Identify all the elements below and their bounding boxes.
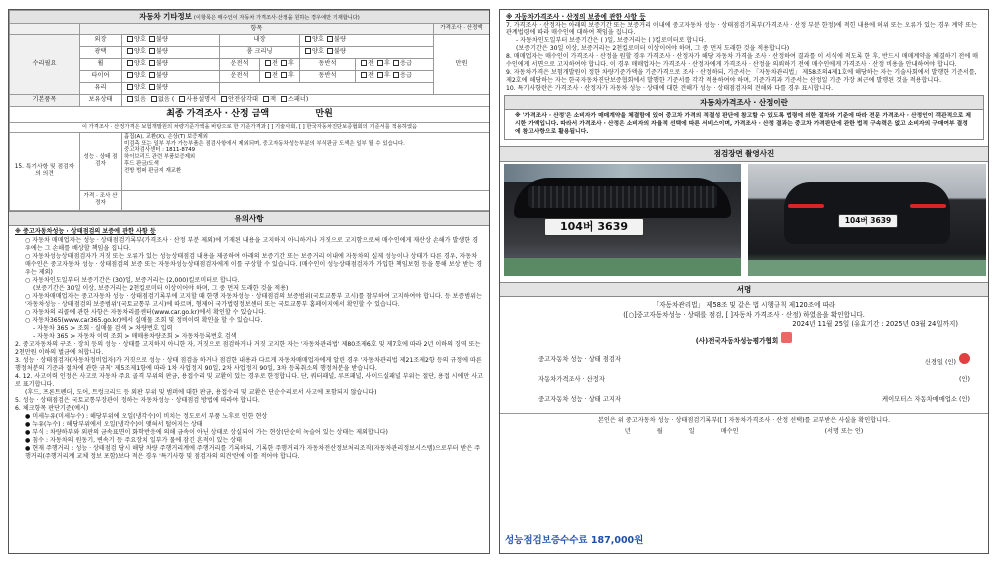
- receipt-line2: 년 월 일 매수인 (서명 또는 인): [624, 428, 864, 436]
- sign-line: 「자동차관리법」 제58조 및 같은 법 시행규칙 제120조에 따라: [652, 301, 836, 310]
- row-label: 내장: [220, 34, 300, 46]
- row-label: 타이어: [80, 70, 122, 82]
- signature-rows: [500, 350, 988, 410]
- guarantee-item: (보증기간은 30일 이상, 보증거리는 2천킬로미터 이상이어야 하며, 그 중 먼저 도래한 것을 적용합니다): [516, 45, 790, 53]
- checkbox[interactable]: [393, 72, 399, 78]
- notice-list: [9, 226, 489, 463]
- checkbox[interactable]: [221, 96, 227, 102]
- notice-item: ● 누유(누수) : 해당부위에서 오일(냉각수)이 맺혀서 떨어지는 상태: [25, 421, 203, 429]
- tire-passenger-options: 전 후 응급: [356, 70, 434, 82]
- row-label: 운전석: [220, 70, 260, 82]
- notice-item: 2. 중고자동차의 구조 · 장치 등의 성능 · 상태를 고지하지 아니한 자, 거짓으로 점검하거나 거짓 고지한 자는 '자동차관리법' 제80조제6호 및 제7호에 따라 2년 이하의 징역 또는 2천만원 이하의 벌금에 처합니다.: [15, 340, 481, 356]
- checkbox[interactable]: [179, 96, 185, 102]
- other-info-table: [9, 10, 490, 211]
- special-line: 중고차검사센터 : 1811-8749: [124, 147, 196, 154]
- row-label: 광택: [80, 46, 122, 58]
- checkbox[interactable]: [305, 36, 311, 42]
- row-label: 휠: [80, 58, 122, 70]
- wheel-passenger-options: 전 후 응급: [356, 58, 434, 70]
- notice-item: 3. 성능 · 상태점검자(자동차정비업자)가 거짓으로 성능 · 상태 점검을 하거나 점검한 내용과 다르게 자동차매매업자에게 알린 경우 '자동차관리법 제21조제2항 등의 규정에 따른 행정처분의 기준과 절차에 관한 규칙' 제5조제1항에 따라 1차 사업정지 90일, 2차 사업정지 90일, 3차 등록취소의 행정처분을 받습니다.: [15, 356, 482, 372]
- glass-options: 양호 불량: [122, 82, 220, 94]
- final-price-note: 이 가격조사 · 산정가격은 보험개발원의 차량기준가액을 바탕으로 한 기준가격과 [ ] 기술사회, [ ] 한국자동차진단보증협회의 기준서를 적용하였음: [10, 122, 490, 132]
- price-info-text: ※ '가격조사 · 산정'은 소비자가 매매계약을 체결함에 있어 중고차 가격의 적절성 판단에 참고할 수 있도록 법령에 의한 절차와 기준에 따라 전문 가격조사 · 산정인이 객관적으로 제시한 가액입니다. 따라서 가격조사 · 산정은 소비자의 자율적 선택에 따른 서비스이며, 가격조사 · 산정 결과는 중고차 가격판단에 관한 법적 구속력은 없고 소비자의 구매여부 결정에 참고사항으로 활용됩니다.: [515, 113, 972, 135]
- checkbox[interactable]: [393, 60, 399, 66]
- notice-title: 유의사항: [9, 211, 489, 227]
- checkbox[interactable]: [127, 96, 133, 102]
- notice-item: ○ 자동차365(www.car365.go.kr)에서 실매물 조회 및 정비이력 확인을 할 수 있습니다.: [25, 316, 263, 324]
- notice-item: 4. 12. 사고이력 인정은 사고로 자동차 주요 골격 부위의 판금, 용접수리 및 교환이 있는 경우로 한정합니다. 단, 쿼터패널, 루프패널, 사이드실패널 부위는 절단, 용접 시에만 사고로 표기합니다.: [15, 373, 484, 389]
- notice-item: ○ 자동차인도일부터 보증기간은 (30)일, 보증거리는 (2,000)킬로미터로 합니다.: [25, 276, 240, 284]
- notice-item: - 자동차 365 > 자동차 이력 조회 > 매매용차량조회 > 자동차등록번호 검색: [33, 332, 237, 340]
- notice-item: ● 미세누유(미세누수) : 해당부위에 오일(냉각수)이 비치는 정도로서 부품 노후로 인한 현상: [25, 413, 268, 421]
- row-label: 룸 크리닝: [220, 46, 300, 58]
- rear-photo: [748, 164, 986, 276]
- checkbox[interactable]: [127, 84, 133, 90]
- sign-section: [500, 297, 988, 346]
- wheel-driver-options: 전 후: [260, 58, 300, 70]
- special-line: 흡집(A), 교환(X), 손상(T) 보증제외: [124, 133, 208, 140]
- notice-item: ● 현재 주행거리 : 성능 · 상태점검 당시 해당 차량 주행거리계에 주행거리를 기록하되, 기록한 주행거리가 자동차전산정보처리조직(자동차관리정보시스템)으로부터 받은 주행거리(주행거리계 교체 정보 포함)보다 적은 경우 '특기사항 및 점검자의 의견'란에 이를 적어야 합니다.: [25, 445, 481, 461]
- repair-price: 만원: [434, 34, 490, 94]
- basic-options: 있음 없음 ( 사용설명서 안전삼각대 잭 스패너): [122, 94, 490, 106]
- basic-item: 보유상태: [80, 94, 122, 106]
- final-price-title: 최종 가격조사 · 산정 금액: [166, 108, 270, 119]
- other-info-title: 자동차 기타정보: [139, 12, 192, 21]
- notice-item: - 자동차 365 > 조회 · 실매물 검색 > 차량번호 입력: [33, 324, 173, 332]
- basic-label: 기본품목: [10, 94, 80, 106]
- checkbox[interactable]: [265, 60, 271, 66]
- checkbox[interactable]: [281, 60, 287, 66]
- right-panel: [499, 9, 989, 554]
- price-guarantee-section: [500, 10, 988, 95]
- checkbox[interactable]: [263, 96, 269, 102]
- receipt-section: [500, 413, 988, 439]
- notice-item: ○ 자동차성능상태점검자가 거짓 또는 오류가 있는 성능상태점검 내용을 제공하여 아래의 보증기간 또는 보증거리 이내에 자동차의 실제 성능이나 상태가 다른 경우, 자동차 매수인은 중고자동차 성능 · 상태점검의 보증 또는 자동차성능상태점검자에게 이를 구상할 수 있습니다. (매수인이 성능상태점검자가 가입한 책임보험 등을 통해 보상 받는 경우는 제외): [25, 252, 483, 276]
- checkbox[interactable]: [127, 72, 133, 78]
- checkbox[interactable]: [327, 48, 333, 54]
- checkbox[interactable]: [149, 84, 155, 90]
- notice-item: (보증기간은 30일 이상, 보증거리는 2천킬로미터 이상이어야 하며, 그 중 먼저 도래한 것을 적용): [33, 284, 289, 292]
- row-label: 유리: [80, 82, 122, 94]
- signature-row: 중고자동차 성능 · 상태 고지자 케이모터스 자동차매매업소 (인): [538, 396, 970, 404]
- price-guarantee-head: ※ 자동차가격조사 · 산정의 보증에 관한 사항 등: [506, 13, 646, 21]
- left-panel: [8, 9, 490, 554]
- fee-text: 성능점검보증수수료 187,000원: [505, 534, 644, 546]
- checkbox[interactable]: [327, 36, 333, 42]
- checkbox[interactable]: [361, 72, 367, 78]
- notice-item: ○ 자동차매매업자는 중고자동차 성능 · 상태점검기록부에 고지할 때 한행 자동차성능 · 상태점검의 보증범위(국토교통부 고시)를 참부하여 고지하여야 합니다. 등 보증범위는 '자동차성능 · 상태점검의 보증범위'(국토교통부 고시)에 따르며, 형제어 국가법령정보센터 또는 국토교통부 홈페이지에서 확인할 수 있습니다.: [25, 292, 482, 308]
- other-info-header: [10, 11, 490, 24]
- receipt-line: 본인은 위 중고자동차 성능 · 상태점검기록부([ ] 자동차가격조사 · 산정 선택)를 교부받은 사실을 확인합니다.: [597, 417, 891, 425]
- checkbox[interactable]: [305, 48, 311, 54]
- guarantee-item: 9. 자동차가격은 보험개발원이 정한 차량기준가액을 기준가격으로 조사 · 산정하되, 기준서는 「자동차관리법」 제58조의4제1호에 해당하는 자는 기술사회에서 발행한 기준서를, 제2호에 해당하는 자는 한국자동차진단보증협회에서 발행한 기준서를 각각 적용하여야 하며, 기준가격과 기준서는 산정일 기준 가장 최근에 발행된 것을 적용합니다.: [506, 69, 977, 85]
- exterior-options: 양호 불량: [122, 34, 220, 46]
- price-info-title: 자동차가격조사 · 산정이란: [505, 96, 983, 111]
- special-sub2: 가격 · 조사 산정자: [80, 190, 122, 210]
- row-label: 동반석: [300, 58, 356, 70]
- guarantee-item: 7. 가격조사 · 산정자는 아래의 보증기간 또는 보증거리 이내에 중고자동차 성능 · 상태점검기록부(가격조사 · 산정 부분 한정)에 적힌 내용에 허위 또는 오류가 있는 경우 계약 또는 관계법령에 따라 매수인에 대하여 책임을 집니다.: [506, 21, 977, 37]
- checkbox[interactable]: [127, 48, 133, 54]
- col-item: 항목: [80, 23, 434, 34]
- special-line: 전방 범퍼 판금지 재교환: [124, 167, 182, 174]
- notice-item: (후드, 프론트펜더, 도어, 트렁크리드 등 외판 부위 및 범퍼에 대한 판금, 용접수리 및 교환은 단순수리로서 사고에 포함되지 않습니다): [25, 389, 377, 397]
- signature-row: 중고자동차 성능 · 상태 점검자 신경일 (인): [500, 350, 988, 370]
- row-label: 운전석: [220, 58, 260, 70]
- notice-item: ● 부식 : 차량하부와 외판의 금속표면이 화학반응에 의해 금속이 아닌 상태로 상실되어 가는 현상(단순히 녹슬어 있는 상태는 제외합니다): [25, 429, 388, 437]
- col-price: 가격조사 · 산정액: [434, 23, 490, 34]
- final-price-row: [10, 106, 490, 122]
- checkbox[interactable]: [127, 60, 133, 66]
- row-label: 동반석: [300, 70, 356, 82]
- special-line: 미검측 또는 일부 부가 가능부품은 점검사항에서 제외되며, 중고자동차성능부분의 부식판금 도색은 일부 될 수 있습니다.: [124, 140, 405, 147]
- sign-date: 2024년 11월 25일 (유효기간 : 2025년 03월 24일까지): [792, 320, 958, 329]
- repair-label: 수리필요: [10, 34, 80, 94]
- notice-item: ● 침수 : 자동차의 원동기, 변속기 등 주요장치 일부가 물에 잠긴 흔적이 있는 상태: [25, 437, 242, 445]
- special-text: [122, 132, 490, 190]
- sign-line: ([○]중고자동차성능 · 상태를 점검, [ ]자동차 가격조사 · 산정) 하였음을 확인합니다.: [623, 310, 865, 319]
- org-name: (사)전국자동차성능평가협회: [500, 332, 988, 347]
- checkbox[interactable]: [265, 72, 271, 78]
- front-photo: [504, 164, 741, 276]
- photo-title: 점검장면 촬영사진: [500, 146, 988, 162]
- notice-item: ※ 중고자동차성능 · 상태점검의 보증에 관한 사항 등: [15, 228, 156, 236]
- sign-title: 서명: [500, 282, 988, 298]
- checkbox[interactable]: [149, 48, 155, 54]
- photo-area: [504, 164, 984, 278]
- price-info-box: [504, 95, 984, 140]
- checkbox[interactable]: [149, 72, 155, 78]
- interior-options: 양호 불량: [300, 34, 434, 46]
- signature-row: 자동차가격조사 · 산정자 (인): [538, 376, 970, 384]
- license-plate: 104버 3639: [838, 214, 898, 228]
- checkbox[interactable]: [149, 36, 155, 42]
- tire-driver-options: 전 후: [260, 70, 300, 82]
- gloss-options: 양호 불량: [122, 46, 220, 58]
- checkbox[interactable]: [149, 60, 155, 66]
- row-label: 외장: [80, 34, 122, 46]
- final-price-unit: 만원: [315, 108, 333, 119]
- other-info-note: (이항목은 매수인이 자동차 가격조사·산정을 원하는 경우에만 기재합니다): [193, 15, 360, 21]
- guarantee-item: - 자동차인도일부터 보증기간은 ( )일, 보증거리는 ( )킬로미터로 합니다.: [516, 37, 707, 45]
- notice-item: 6. 체크항목 판단기준(예시): [15, 405, 89, 413]
- guarantee-item: 8. 매매업자는 매수인이 가격조사 · 산정을 원할 경우 가격조사 · 산정자가 해당 자동차 가격을 조사 · 산정하여 결과를 이 서식에 적도록 한 후, 반드시 매매계약을 체결하기 전에 매수인에게 서면으로 고지하여야 합니다. 이 경우 매매업자는 가격조사 · 산정자에게 가격조사 · 산정을 의뢰하기 전에 매수인에게 가격조사 · 산정 비용을 안내하여야 합니다.: [506, 53, 979, 69]
- org-seal: [781, 332, 792, 343]
- tire-options: 양호 불량: [122, 70, 220, 82]
- guarantee-item: 10. 특기사항란은 가격조사 · 산정자가 자동차 성능 · 상태에 대한 견해가 성능 · 상태점검자의 견해와 다를 경우 표시합니다.: [506, 84, 834, 92]
- notice-item: ○ 자동차의 리콜에 관한 사항은 자동차리콜센터(www.car.go.kr)에서 확인할 수 있습니다.: [25, 308, 266, 316]
- checkbox[interactable]: [281, 96, 287, 102]
- checkbox[interactable]: [361, 60, 367, 66]
- special-line: 후드 판금/도색: [124, 160, 159, 167]
- checkbox[interactable]: [281, 72, 287, 78]
- room-cleaning-options: 양호 불량: [300, 46, 434, 58]
- checkbox[interactable]: [377, 72, 383, 78]
- notice-item: ○ 자동차 매매업자는 성능 · 상태점검기록부(가격조사 · 산정 부분 제외)에 기재된 내용을 고지하지 아니하거나 거짓으로 고지함으로써 매수인에게 재산상 손해가 발생한 경우에는 그 손해를 배상할 책임을 집니다.: [25, 236, 478, 252]
- checkbox[interactable]: [377, 60, 383, 66]
- special-label: 15. 특기사항 및 점검자의 의견: [10, 132, 80, 210]
- special-line: 하이브리드 관련 부품보증제외: [124, 154, 196, 161]
- license-plate: 104버 3639: [544, 218, 644, 236]
- checkbox[interactable]: [127, 36, 133, 42]
- notice-item: 5. 성능 · 상태점검은 국토교통부장관이 정하는 자동차성능 · 상태점검 방법에 따라야 합니다.: [15, 397, 260, 405]
- checkbox[interactable]: [151, 96, 157, 102]
- stamp-seal: [959, 353, 970, 364]
- special-sub1: 성능 · 상태 점검자: [80, 132, 122, 190]
- wheel-options: 양호 불량: [122, 58, 220, 70]
